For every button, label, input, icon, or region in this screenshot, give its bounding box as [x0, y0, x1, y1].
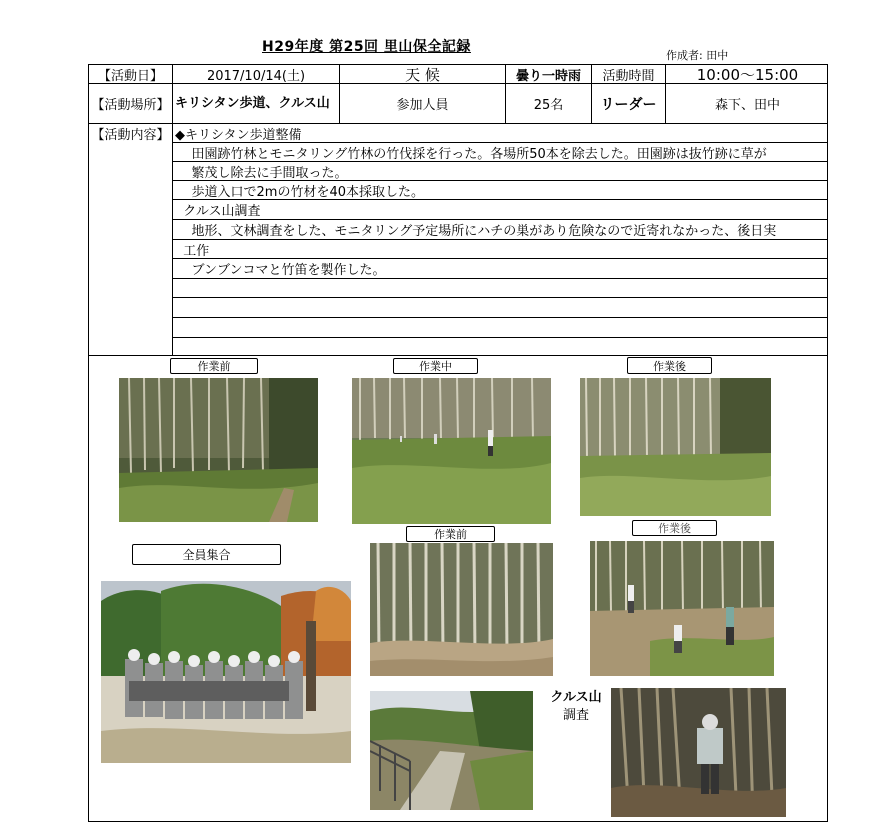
- photo-bamboo-after-1: [580, 378, 771, 516]
- leader-label: リーダー: [600, 96, 657, 113]
- content-line-3: 繁茂し除去に手間取った。: [175, 165, 348, 180]
- participants-value: 25名: [533, 98, 564, 113]
- label-before-2: 作業前: [406, 526, 495, 542]
- content-line-8: ブンブンコマと竹笛を製作した。: [175, 263, 386, 278]
- label-kurusu-line1: クルス山: [550, 690, 602, 705]
- label-after-2: 作業後: [632, 520, 717, 536]
- content-label: 【活動内容】: [91, 127, 170, 142]
- time-value: 10:00〜15:00: [696, 65, 799, 83]
- photo-bamboo-after-2: [590, 541, 774, 676]
- photo-slope: [370, 691, 533, 810]
- content-line-5: クルス山調査: [175, 204, 261, 219]
- weather-label: 天 候: [405, 65, 440, 83]
- weather-value: 曇り一時雨: [515, 68, 581, 83]
- place-label: 【活動場所】: [91, 98, 170, 113]
- photo-group: [101, 581, 351, 763]
- content-line-2: 田園跡竹林とモニタリング竹林の竹伐採を行った。各場所50本を除去した。田園跡は抜竹跡に草が: [175, 146, 767, 161]
- content-line-1: ◆キリシタン歩道整備: [175, 127, 302, 142]
- content-line-4: 歩道入口で2mの竹材を40本採取した。: [175, 184, 425, 199]
- content-line-6: 地形、文林調査をした、モニタリング予定場所にハチの巣があり危険なので近寄れなかった、後日実: [175, 224, 777, 239]
- time-label: 活動時間: [602, 68, 655, 83]
- participants-label: 参加人員: [396, 98, 449, 113]
- content-line-7: 工作: [175, 243, 210, 258]
- label-before-1: 作業前: [170, 358, 258, 374]
- label-group: 全員集合: [132, 544, 281, 565]
- label-kurusu: [543, 689, 609, 725]
- author-label: 作成者: 田中: [666, 49, 729, 62]
- photo-bamboo-before-1: [119, 378, 318, 522]
- label-kurusu-line2: 調査: [562, 708, 589, 723]
- leader-value: 森下、田中: [714, 98, 780, 113]
- place-value: キリシタン歩道、クルス山: [175, 95, 330, 111]
- label-after-1: 作業後: [627, 357, 712, 374]
- page-title: H29年度 第25回 里山保全記録: [262, 39, 471, 55]
- photo-kurusu: [611, 688, 786, 817]
- photo-bamboo-before-2: [370, 543, 553, 676]
- photo-bamboo-during-1: [352, 378, 551, 524]
- date-value: 2017/10/14(土): [206, 68, 306, 83]
- date-label: 【活動日】: [97, 68, 163, 83]
- label-during-1: 作業中: [393, 358, 478, 374]
